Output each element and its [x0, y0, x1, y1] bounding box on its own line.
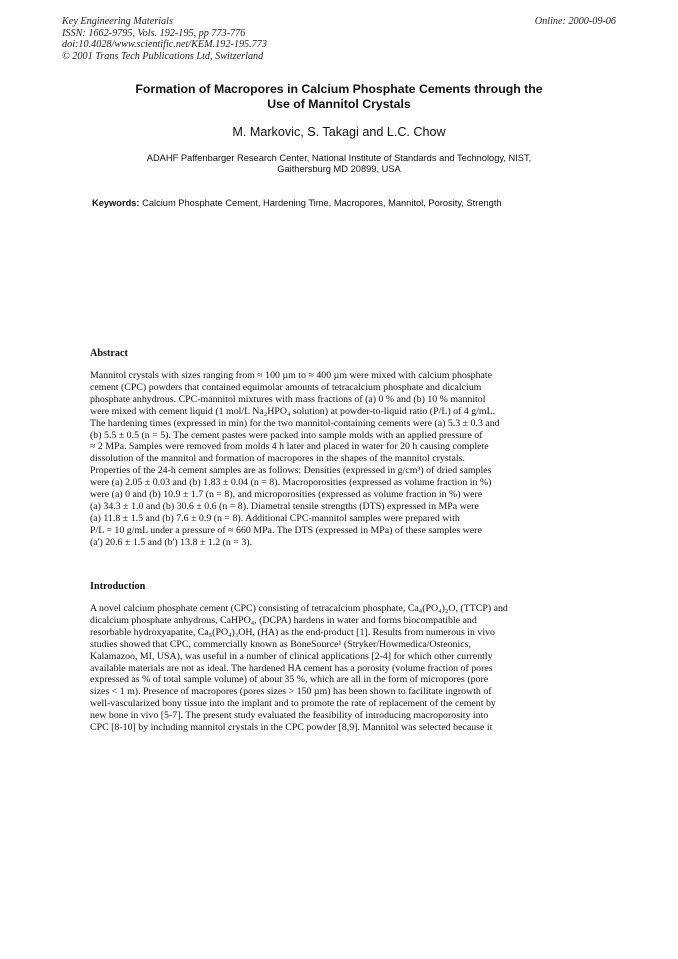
abstract-line: Properties of the 24-h cement samples are as follows: Densities (expressed in g/cm³) of dried samples — [90, 465, 492, 477]
abstract-line: P/L = 10 g/mL under a pressure of ≈ 660 MPa. The DTS (expressed in MPa) of these samples were — [90, 524, 482, 536]
paper-title-line-1: Formation of Macropores in Calcium Phosphate Cements through the — [135, 82, 543, 96]
introduction-line: studies showed that CPC, commercially known as BoneSource¹ (Stryker/Howmedica/Osteonics, — [90, 638, 471, 650]
journal-doi[interactable]: doi:10.4028/www.scientific.net/KEM.192-195.773 — [62, 39, 267, 51]
abstract-line: cement (CPC) powders that contained equimolar amounts of tetracalcium phosphate and dicalcium — [90, 381, 482, 393]
abstract-line: were mixed with cement liquid (1 mol/L Na₂HPO₄ solution) at powder-to-liquid ratio (P/L) of 4 g/mL. — [90, 405, 496, 417]
keywords — [92, 198, 512, 209]
introduction-line: dicalcium phosphate anhydrous, CaHPO₄, (DCPA) hardens in water and forms biocompatible and — [90, 614, 477, 626]
paper-title-line-2: Use of Mannitol Crystals — [267, 97, 411, 111]
abstract-line: were (a) 2.05 ± 0.03 and (b) 1.83 ± 0.04 (n = 8). Macroporosities (expressed as volume fraction in %) — [90, 477, 492, 489]
abstract-line: phosphate anhydrous. CPC-mannitol mixtures with mass fractions of (a) 0 % and (b) 10 % mannitol — [90, 393, 486, 405]
journal-issn: ISSN: 1662-9795, Vols. 192-195, pp 773-776 — [62, 27, 246, 39]
abstract-heading: Abstract — [90, 348, 128, 359]
journal-name: Key Engineering Materials — [62, 16, 173, 27]
journal-info — [62, 16, 267, 62]
abstract-line: Mannitol crystals with sizes ranging from ≈ 100 µm to ≈ 400 µm were mixed with calcium phosphate — [90, 370, 493, 381]
paper-authors: M. Markovic, S. Takagi and L.C. Chow — [232, 125, 446, 139]
introduction-line: expressed as % of total sample volume) of about 35 %, which are all in the form of micropores (pore — [90, 674, 489, 686]
introduction-line: new bone in vivo [5-7]. The present study evaluated the feasibility of introducing macroporosity into — [90, 710, 489, 722]
abstract-line: The hardening times (expressed in min) for the two mannitol-containing cements were (a) 5.3 ± 0.3 and — [90, 417, 500, 429]
affiliation-line-1: ADAHF Paffenbarger Research Center, National Institute of Standards and Technology, NIST, — [146, 153, 532, 163]
abstract-line: ≈ 2 MPa. Samples were removed from molds 4 h later and placed in water for 20 h causing complete — [90, 441, 489, 453]
abstract-paragraph — [90, 370, 588, 549]
introduction-line: sizes < 1 m). Presence of macropores (pores sizes > 150 µm) has been shown to facilitate ingrowth of — [90, 686, 492, 698]
online-date: Online: 2000-09-06 — [534, 16, 616, 27]
introduction-body — [90, 603, 588, 734]
introduction-line: Kalamazoo, MI, USA), was useful in a number of clinical applications [2-4] for which other currently — [90, 650, 493, 662]
introduction-line: well-vascularized bony tissue into the implant and to promote the rate of replacement of the cement by — [90, 698, 496, 710]
abstract-line: (a) 34.3 ± 1.0 and (b) 30.6 ± 0.6 (n = 8). Diametral tensile strengths (DTS) expressed in MPa were — [90, 500, 479, 512]
affiliation-line-2: Gaithersburg MD 20899, USA — [277, 164, 401, 175]
abstract-line: dissolution of the mannitol and formation of macropores in the shapes of the mannitol crystals. — [90, 453, 465, 465]
abstract-line: (b) 5.5 ± 0.5 (n = 5). The cement pastes were packed into sample molds with an applied pressure of — [90, 429, 483, 441]
abstract-line: (a') 20.6 ± 1.5 and (b') 13.8 ± 1.2 (n = 3). — [90, 536, 253, 548]
abstract-body — [90, 370, 588, 549]
abstract-line: (a) 11.8 ± 1.5 and (b) 7.6 ± 0.9 (n = 8). Additional CPC-mannitol samples were prepared with — [90, 512, 460, 524]
keywords-label: Keywords: — [92, 198, 140, 208]
author-affiliation — [84, 153, 594, 176]
introduction-heading: Introduction — [90, 581, 146, 592]
abstract-line: were (a) 0 and (b) 10.9 ± 1.7 (n = 8), and microporosities (expressed as volume fraction in %) were — [90, 489, 483, 501]
journal-copyright: © 2001 Trans Tech Publications Ltd, Switzerland — [62, 50, 264, 62]
introduction-paragraph — [90, 603, 588, 734]
keywords-text: Calcium Phosphate Cement, Hardening Time, Macropores, Mannitol, Porosity, Strength — [139, 198, 502, 208]
introduction-line: available materials are not as ideal. The hardened HA cement has a porosity (volume fraction of pores — [90, 662, 493, 674]
paper-title — [84, 82, 594, 112]
introduction-line: resorbable hydroxyapatite, Ca₅(PO₄)₃OH, (HA) as the end-product [1]. Results from numerous in vivo — [90, 626, 495, 638]
introduction-line: CPC [8-10] by including mannitol crystals in the CPC powder [8,9]. Mannitol was selected because it — [90, 722, 493, 734]
introduction-line: A novel calcium phosphate cement (CPC) consisting of tetracalcium phosphate, Ca₄(PO₄)₂O, (TTCP) and — [90, 603, 508, 614]
